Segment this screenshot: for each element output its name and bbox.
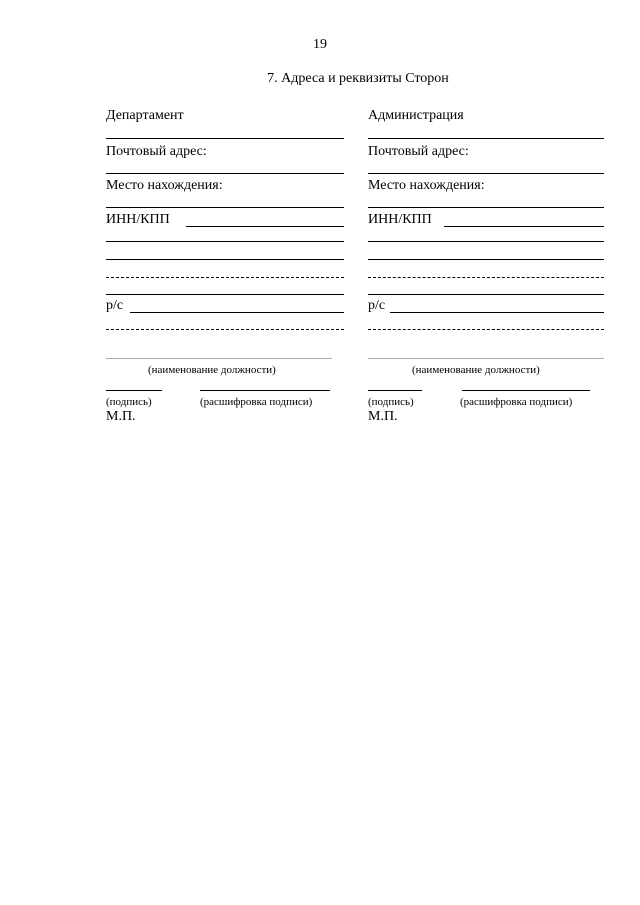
details-line-1 [368,241,604,242]
details-line-3 [368,277,604,278]
inn-kpp-label: ИНН/КПП [106,212,170,227]
inn-kpp-line [186,226,344,227]
stamp-label: М.П. [106,409,136,424]
details-line-2 [368,259,604,260]
inn-kpp-label: ИНН/КПП [368,212,432,227]
postal-address-line [106,173,344,174]
party-name-line [368,138,604,139]
page-number: 19 [313,37,327,52]
postal-address-label: Почтовый адрес: [368,144,469,159]
account-label: р/с [106,298,124,313]
location-line [106,207,344,208]
details-line-4 [368,294,604,295]
location-label: Место нахождения: [368,178,485,193]
details-line-1 [106,241,344,242]
details-line-4 [106,294,344,295]
decoding-caption: (расшифровка подписи) [200,396,313,408]
signature-line [368,390,422,391]
details-line-5 [106,329,344,330]
party-block-left [106,0,344,905]
position-caption: (наименование должности) [412,364,540,376]
account-label: р/с [368,298,386,313]
inn-kpp-line [444,226,604,227]
postal-address-label: Почтовый адрес: [106,144,207,159]
signature-caption: (подпись) [368,396,414,408]
position-line [106,358,332,359]
signature-line [106,390,162,391]
decoding-line [462,390,590,391]
decoding-caption: (расшифровка подписи) [460,396,573,408]
party-name: Департамент [106,108,184,123]
account-line [130,312,344,313]
position-caption: (наименование должности) [148,364,276,376]
section-title: 7. Адреса и реквизиты Сторон [267,71,449,86]
decoding-line [200,390,330,391]
party-name-line [106,138,344,139]
position-line [368,358,604,359]
location-label: Место нахождения: [106,178,223,193]
details-line-3 [106,277,344,278]
details-line-5 [368,329,604,330]
party-name: Администрация [368,108,464,123]
details-line-2 [106,259,344,260]
party-block-right [368,0,604,905]
stamp-label: М.П. [368,409,398,424]
postal-address-line [368,173,604,174]
location-line [368,207,604,208]
account-line [390,312,604,313]
signature-caption: (подпись) [106,396,152,408]
